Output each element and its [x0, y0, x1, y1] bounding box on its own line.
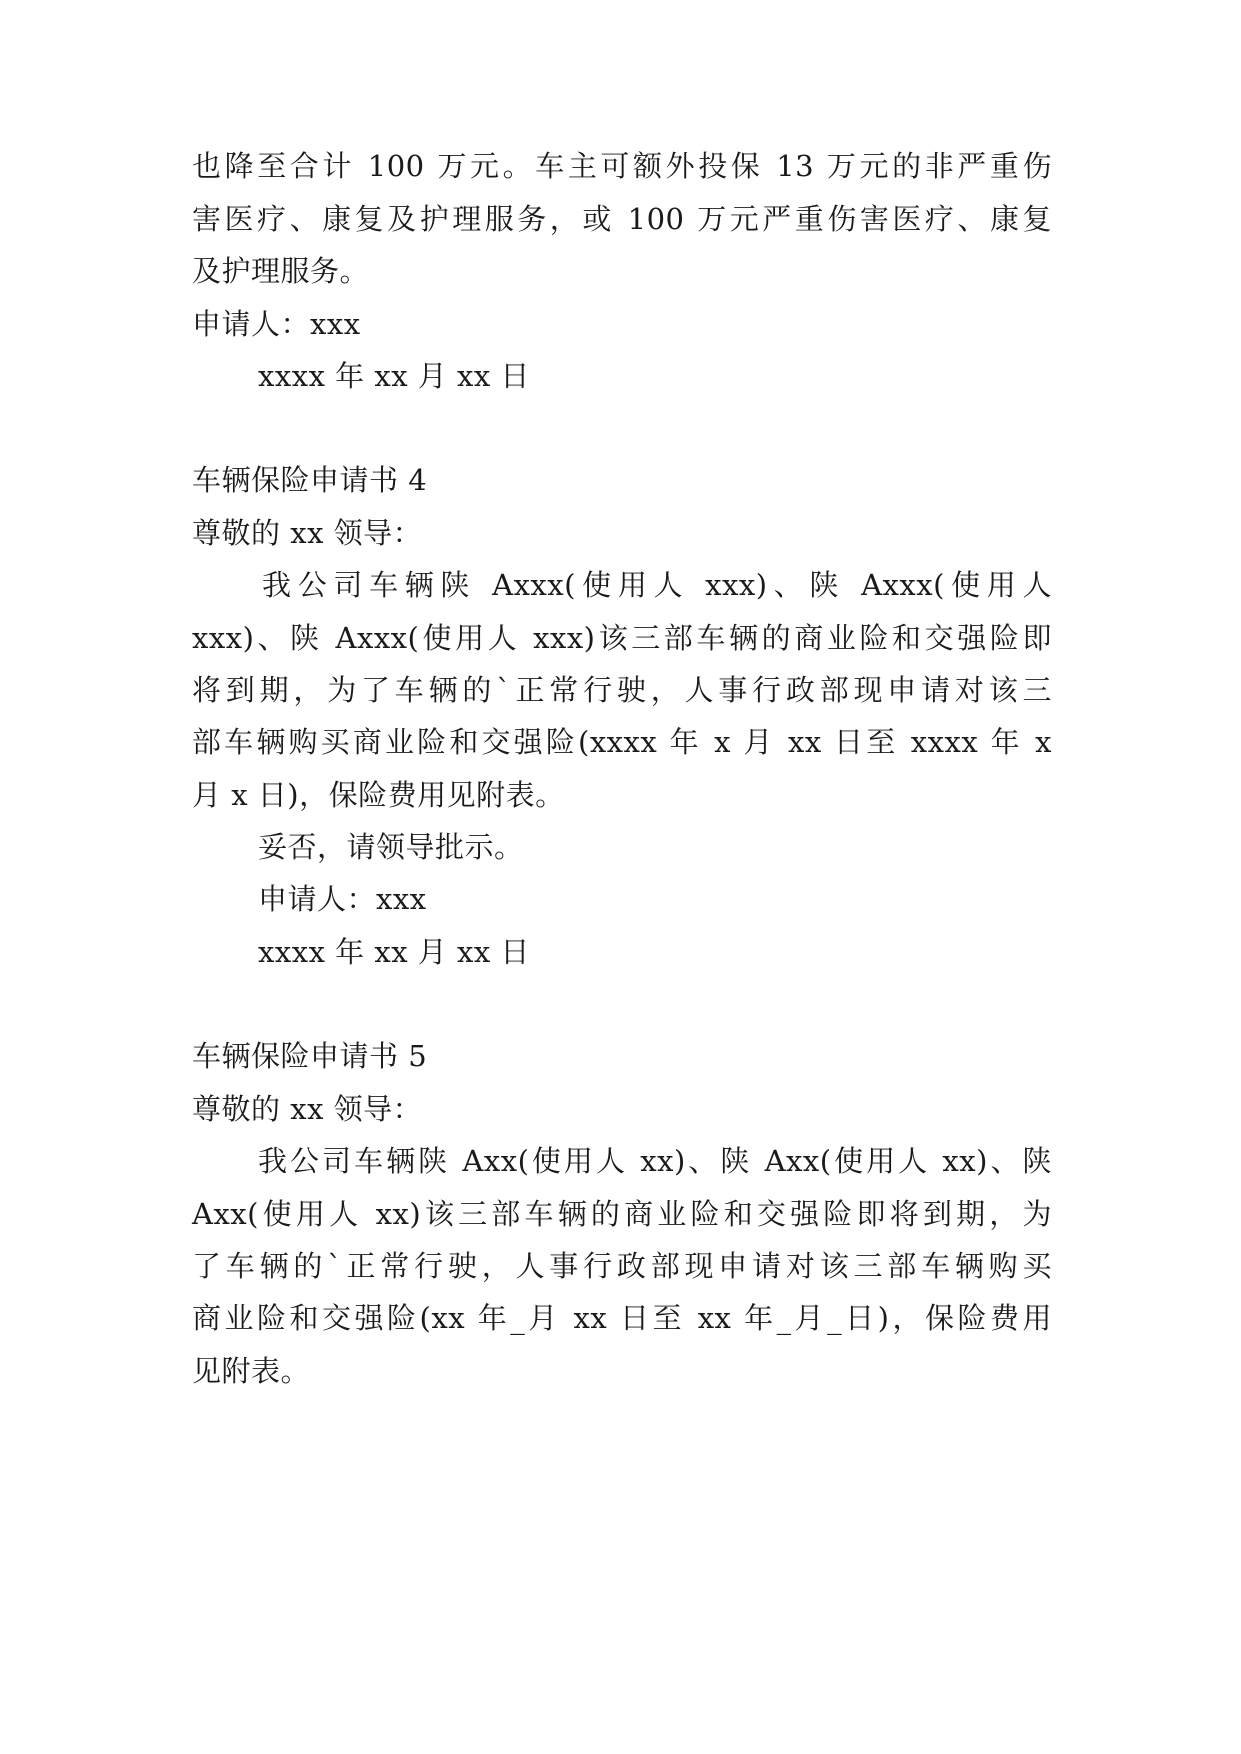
paragraph-line: 及护理服务。 — [192, 254, 370, 288]
paragraph-line: xxx)、陕 Axxx(使用人 xxx)该三部车辆的商业险和交强险即 — [192, 621, 1052, 655]
letter-title: 车辆保险申请书 5 — [192, 1039, 428, 1073]
paragraph-line: 部车辆购买商业险和交强险(xxxx 年 x 月 xx 日至 xxxx 年 x — [192, 725, 1052, 759]
closing-line: 妥否，请领导批示。 — [258, 830, 524, 864]
paragraph-line: 商业险和交强险(xx 年_月 xx 日至 xx 年_月_日)，保险费用 — [192, 1301, 1052, 1335]
paragraph-line: 见附表。 — [192, 1354, 311, 1388]
salutation: 尊敬的 xx 领导： — [192, 1092, 423, 1126]
letter-title: 车辆保险申请书 4 — [192, 463, 428, 497]
date-line: xxxx 年 xx 月 xx 日 — [258, 935, 530, 969]
salutation: 尊敬的 xx 领导： — [192, 516, 423, 550]
paragraph-line: 我公司车辆陕 Axx(使用人 xx)、陕 Axx(使用人 xx)、陕 — [258, 1144, 1052, 1178]
paragraph-line: 也降至合计 100 万元。车主可额外投保 13 万元的非严重伤 — [192, 149, 1052, 183]
paragraph-line: 害医疗、康复及护理服务，或 100 万元严重伤害医疗、康复 — [192, 202, 1052, 236]
paragraph-line: 了车辆的`正常行驶，人事行政部现申请对该三部车辆购买 — [192, 1249, 1052, 1283]
paragraph-line: 月 x 日)，保险费用见附表。 — [192, 778, 565, 812]
applicant-line: 申请人：xxx — [192, 307, 361, 341]
paragraph-line: 将到期，为了车辆的`正常行驶，人事行政部现申请对该三 — [192, 673, 1052, 707]
paragraph-line: 我公司车辆陕 Axxx(使用人 xxx)、陕 Axxx(使用人 — [262, 568, 1052, 602]
applicant-line: 申请人：xxx — [258, 882, 427, 916]
paragraph-line: Axx(使用人 xx)该三部车辆的商业险和交强险即将到期，为 — [192, 1197, 1052, 1231]
date-line: xxxx 年 xx 月 xx 日 — [258, 359, 530, 393]
